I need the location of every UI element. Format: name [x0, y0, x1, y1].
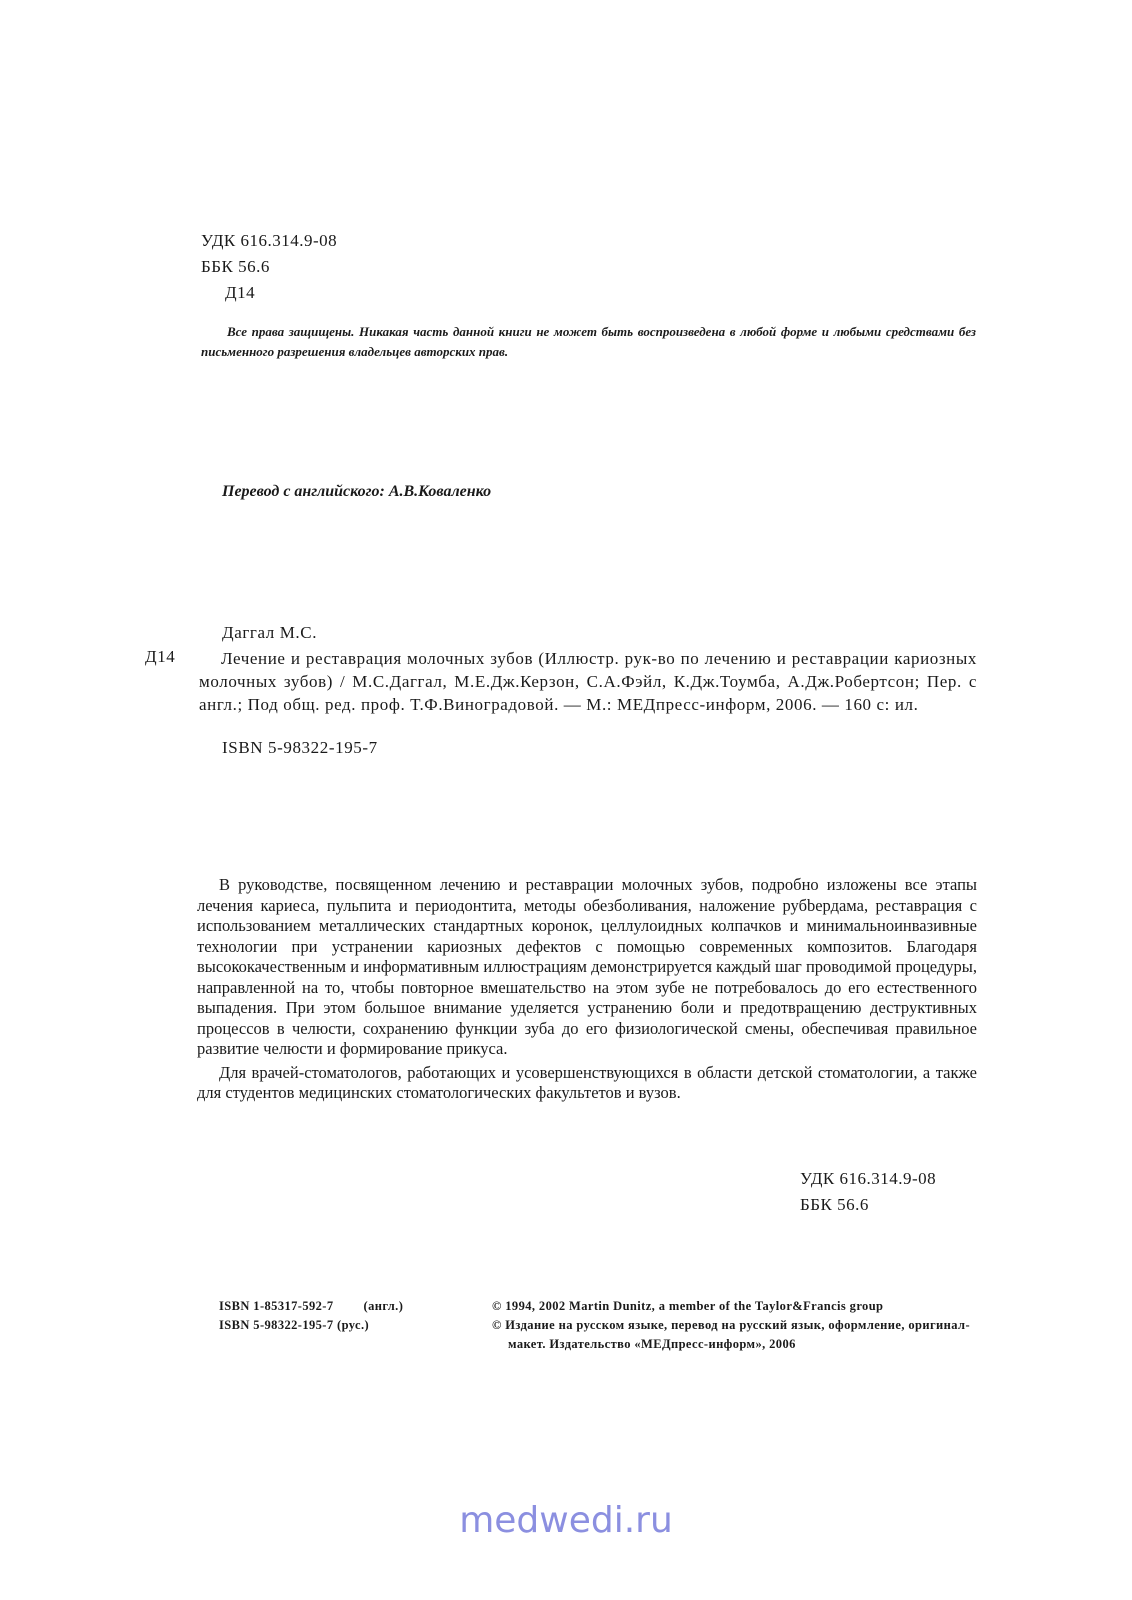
isbn-language: (англ.) — [363, 1299, 404, 1313]
copyright-entry: © Издание на русском языке, перевод на русский язык, оформление, оригинал-макет. Издательство «МЕДпресс-информ», 2006 — [492, 1318, 971, 1351]
udk-code: УДК 616.314.9-08 — [201, 231, 338, 250]
watermark: medwedi.ru — [459, 1500, 673, 1541]
bbk-code-bottom: ББК 56.6 — [800, 1195, 869, 1214]
classification-bottom — [800, 1166, 936, 1218]
isbn-entry — [219, 1316, 403, 1335]
classification-block — [201, 228, 337, 306]
bibliographic-author: Даггал М.С. — [222, 623, 318, 642]
annotation — [197, 875, 977, 1104]
isbn-number: ISBN 5-98322-195-7 — [219, 1318, 334, 1332]
bibliographic-description: Лечение и реставрация молочных зубов (Иллюстр. рук-во по лечению и реставрации кариозных молочных зубов) / М.С.Даггал, М.Е.Дж.Керзон, С.А.Фэйл, К.Дж.Тоумба, А.Дж.Робертсон; Пер. с англ.; Под общ. ред. проф. Т.Ф.Виноградовой. — М.: МЕДпресс-информ, 2006. — 160 с: ил. — [199, 649, 977, 714]
isbn-list — [219, 1297, 403, 1335]
isbn-entry — [219, 1297, 403, 1316]
bibliographic-code: Д14 — [145, 647, 176, 666]
translation-credit: Перевод с английского: А.В.Коваленко — [222, 483, 492, 500]
rights-notice: Все права защищены. Никакая часть данной книги не может быть воспроизведена в любой форме и любыми средствами без письменного разрешения владельцев авторских прав. — [201, 324, 976, 359]
annotation-paragraph: Для врачей-стоматологов, работающих и усовершенствующихся в области детской стоматологии, а также для студентов медицинских стоматологических факультетов и вузов. — [197, 1062, 977, 1102]
copyright-list — [492, 1297, 977, 1354]
copyright-entry: © 1994, 2002 Martin Dunitz, a member of the Taylor&Francis group — [492, 1299, 884, 1313]
bbk-code: ББК 56.6 — [201, 257, 270, 276]
isbn-language: (рус.) — [337, 1318, 370, 1332]
author-mark: Д14 — [225, 283, 256, 302]
bibliographic-isbn: ISBN 5-98322-195-7 — [222, 738, 378, 757]
annotation-paragraph: В руководстве, посвященном лечению и реставрации молочных зубов, подробно изложены все этапы лечения кариеса, пульпита и периодонтита, методы обезболивания, наложение рубbердама, реставрация с использованием металлических стандартных коронок, целлулоидных колпачков и минимальноинвазивные технологии при устранении кариозных дефектов с помощью современных композитов. Благодаря высококачественным и информативным иллюстрациям демонстрируется каждый шаг проводимой процедуры, направленной на то, чтобы повторное вмешательство на этом зубе не потребовалось до его естественного выпадения. При этом большое внимание уделяется устранению боли и предотвращению деструктивных процессов в челюсти, сохранению функции зуба до его физиологической смены, обеспечивая правильное развитие челюсти и формирование прикуса. — [197, 875, 977, 1058]
isbn-number: ISBN 1-85317-592-7 — [219, 1299, 334, 1313]
udk-code-bottom: УДК 616.314.9-08 — [800, 1169, 937, 1188]
